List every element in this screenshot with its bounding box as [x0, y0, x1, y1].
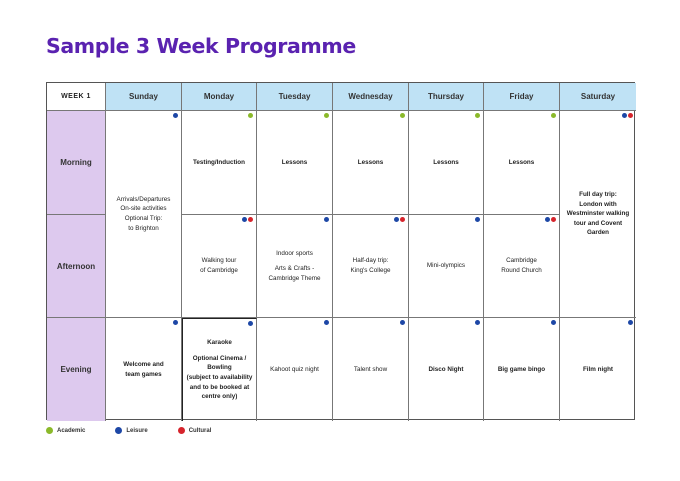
- cell-saturday-evening: [560, 318, 636, 421]
- cell-sunday-evening: [106, 318, 182, 421]
- cell-line: Disco Night: [428, 365, 464, 373]
- cell-thursday-morning: [409, 111, 484, 215]
- cell-text: Lessons: [357, 158, 384, 166]
- activity-dots: [324, 217, 329, 222]
- cell-wednesday-evening: [333, 318, 409, 421]
- row-label-morning: Morning: [47, 111, 106, 215]
- cultural-dot-icon: [551, 217, 556, 222]
- cell-line: Optional Trip:: [124, 215, 163, 222]
- leisure-dot-icon: [324, 320, 329, 325]
- cell-wednesday-morning: [333, 111, 409, 215]
- cell-text: [501, 256, 542, 275]
- cell-line: Cambridge: [506, 257, 537, 265]
- activity-dots: [173, 113, 178, 118]
- activity-dots: [400, 320, 405, 325]
- leisure-dot-icon: [475, 320, 480, 325]
- cell-line: of Cambridge: [200, 267, 238, 274]
- academic-dot-icon: [324, 113, 329, 118]
- cell-text: [117, 195, 171, 233]
- programme-table: [46, 82, 635, 420]
- cell-line: team games: [125, 370, 162, 378]
- academic-dot-icon: [46, 427, 53, 434]
- activity-dots: [475, 320, 480, 325]
- activity-dots: [248, 321, 253, 326]
- cell-line: Karaoke: [207, 339, 232, 347]
- cell-line: Talent show: [353, 365, 388, 373]
- cell-line: Film night: [582, 365, 614, 373]
- cell-line: Optional Cinema /: [192, 354, 247, 362]
- cell-line: to Brighton: [128, 224, 159, 232]
- cell-line: Round Church: [501, 267, 542, 274]
- academic-dot-icon: [551, 113, 556, 118]
- cell-line: centre only): [201, 393, 238, 401]
- leisure-dot-icon: [475, 217, 480, 222]
- activity-dots: [242, 217, 254, 222]
- legend-label: Cultural: [188, 427, 212, 434]
- cell-wednesday-afternoon: [333, 215, 409, 318]
- cell-thursday-afternoon: [409, 215, 484, 318]
- cell-line: tour and Covent: [573, 219, 623, 227]
- cell-monday-morning: [182, 111, 257, 215]
- cell-line: Indoor sports: [276, 249, 313, 257]
- cell-text: [567, 190, 630, 238]
- leisure-dot-icon: [545, 217, 550, 222]
- academic-dot-icon: [475, 113, 480, 118]
- cell-line: Westminster walking: [566, 210, 630, 218]
- cell-line: and to be booked at: [189, 383, 250, 391]
- activity-dots: [248, 113, 253, 118]
- cell-text: [429, 365, 464, 375]
- row-label-afternoon: Afternoon: [47, 215, 106, 318]
- cell-text: [123, 360, 163, 379]
- cell-text: [498, 365, 545, 375]
- cell-line: Full day trip:: [579, 191, 617, 199]
- activity-dots: [628, 320, 633, 325]
- cell-text: [427, 261, 465, 271]
- cell-text: [350, 256, 390, 275]
- academic-dot-icon: [248, 113, 253, 118]
- cell-line: Kahoot quiz night: [270, 365, 319, 373]
- cell-line: Arts & Crafts -: [274, 265, 315, 273]
- day-header-friday: Friday: [484, 83, 560, 111]
- legend-item-cultural: [178, 427, 212, 434]
- activity-dots: [400, 113, 405, 118]
- leisure-dot-icon: [173, 320, 178, 325]
- leisure-dot-icon: [115, 427, 122, 434]
- cell-sunday-day: [106, 111, 182, 318]
- cell-line: Walking tour: [201, 257, 237, 265]
- cell-line: Welcome and: [123, 360, 164, 368]
- activity-dots: [173, 320, 178, 325]
- cell-line: Arrivals/Departures: [116, 195, 171, 203]
- legend: [46, 427, 211, 434]
- legend-item-leisure: [115, 427, 147, 434]
- cell-friday-afternoon: [484, 215, 560, 318]
- activity-dots: [551, 320, 556, 325]
- legend-label: Academic: [57, 427, 86, 434]
- cell-text: Lessons: [433, 158, 459, 166]
- leisure-dot-icon: [628, 320, 633, 325]
- cell-line: Cambridge Theme: [268, 274, 321, 282]
- cell-text: Lessons: [508, 158, 535, 166]
- cell-text: [354, 365, 387, 375]
- cell-tuesday-morning: [257, 111, 333, 215]
- cell-line: Garden: [586, 229, 610, 237]
- activity-dots: [475, 217, 480, 222]
- cell-text: [270, 365, 319, 375]
- leisure-dot-icon: [400, 320, 405, 325]
- cultural-dot-icon: [628, 113, 633, 118]
- leisure-dot-icon: [394, 217, 399, 222]
- leisure-dot-icon: [622, 113, 627, 118]
- cultural-dot-icon: [248, 217, 253, 222]
- day-header-monday: Monday: [182, 83, 257, 111]
- leisure-dot-icon: [173, 113, 178, 118]
- legend-item-academic: [46, 427, 85, 434]
- cell-line: Half-day trip:: [352, 257, 389, 265]
- day-header-saturday: Saturday: [560, 83, 636, 111]
- activity-dots: [324, 113, 329, 118]
- legend-label: Leisure: [126, 427, 148, 434]
- cell-tuesday-evening: [257, 318, 333, 421]
- leisure-dot-icon: [242, 217, 247, 222]
- activity-dots: [394, 217, 406, 222]
- cell-text: Testing/Induction: [192, 158, 245, 166]
- academic-dot-icon: [400, 113, 405, 118]
- activity-dots: [551, 113, 556, 118]
- leisure-dot-icon: [324, 217, 329, 222]
- cell-tuesday-afternoon: [257, 215, 333, 318]
- activity-dots: [622, 113, 634, 118]
- cultural-dot-icon: [400, 217, 405, 222]
- cell-line: Big game bingo: [497, 365, 546, 373]
- cell-monday-afternoon: [182, 215, 257, 318]
- activity-dots: [324, 320, 329, 325]
- cell-saturday-day: [560, 111, 636, 318]
- week-label: WEEK 1: [47, 83, 106, 111]
- cell-line: (subject to availability: [186, 374, 253, 381]
- cell-line: King's College: [350, 267, 391, 274]
- cell-text: Lessons: [281, 158, 308, 166]
- cell-text: [583, 365, 613, 375]
- cell-text: [187, 338, 253, 402]
- cell-line: London with: [579, 200, 617, 208]
- cell-thursday-evening: [409, 318, 484, 421]
- cell-friday-evening: [484, 318, 560, 421]
- cell-line: On-site activities: [120, 205, 167, 213]
- row-label-evening: Evening: [47, 318, 106, 421]
- leisure-dot-icon: [551, 320, 556, 325]
- cultural-dot-icon: [178, 427, 185, 434]
- cell-line: Bowling: [207, 364, 232, 372]
- day-header-wednesday: Wednesday: [333, 83, 409, 111]
- day-header-sunday: Sunday: [106, 83, 182, 111]
- cell-text: [268, 249, 320, 284]
- cell-monday-evening: [182, 318, 257, 421]
- day-header-tuesday: Tuesday: [257, 83, 333, 111]
- page-title: Sample 3 Week Programme: [46, 34, 356, 58]
- activity-dots: [475, 113, 480, 118]
- activity-dots: [545, 217, 557, 222]
- cell-text: [200, 256, 238, 275]
- leisure-dot-icon: [248, 321, 253, 326]
- cell-friday-morning: [484, 111, 560, 215]
- day-header-thursday: Thursday: [409, 83, 484, 111]
- cell-line: Mini-olympics: [426, 262, 466, 270]
